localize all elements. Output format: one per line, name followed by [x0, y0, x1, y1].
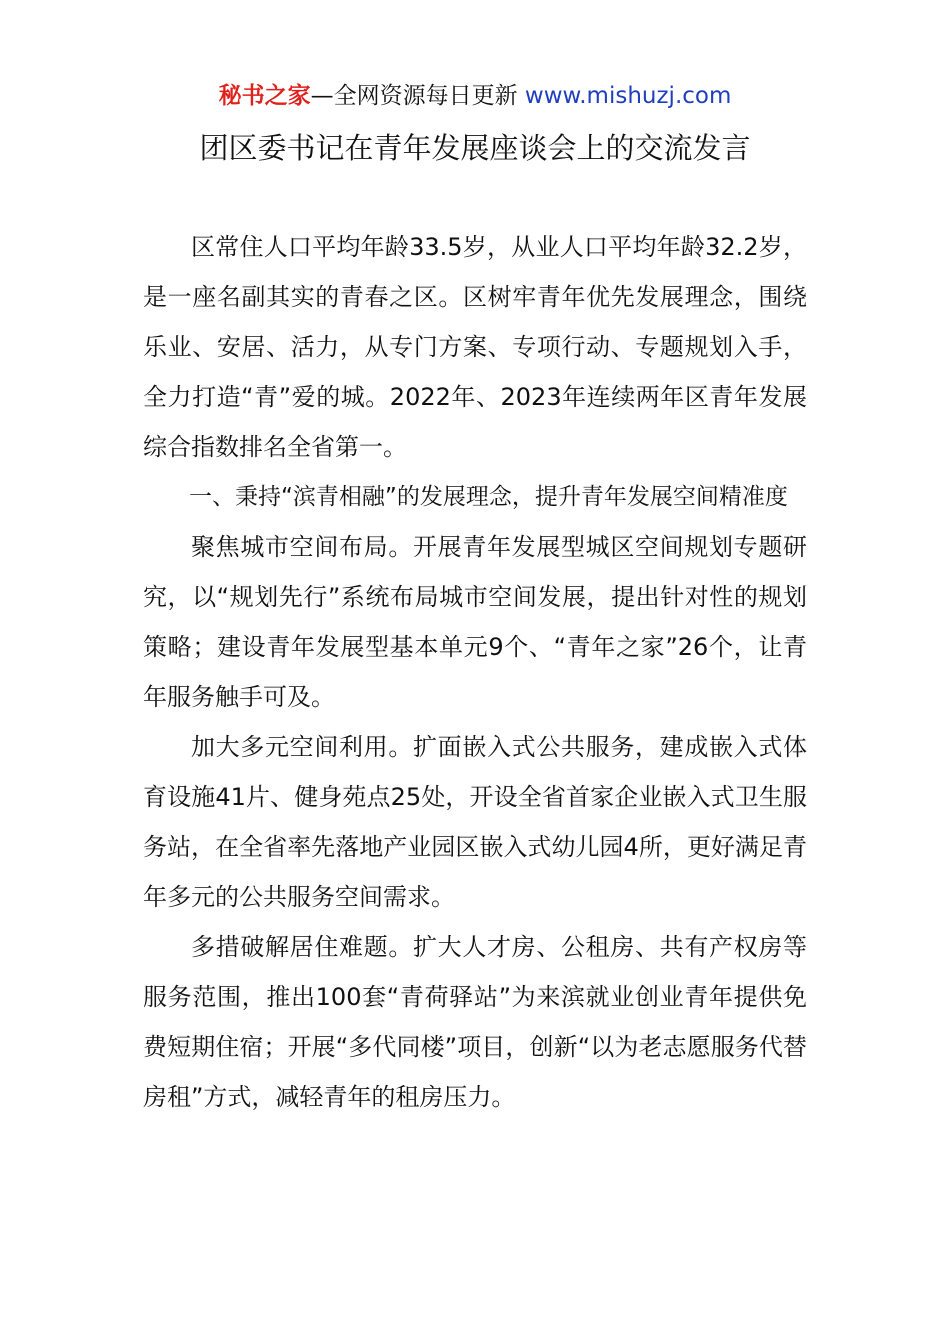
site-url-link[interactable]: www.mishuzj.com	[524, 83, 732, 109]
body-paragraph-intro: 区常住人口平均年龄33.5岁，从业人口平均年龄32.2岁，是一座名副其实的青春之区。区树牢青年优先发展理念，围绕乐业、安居、活力，从专门方案、专项行动、专题规划入手，全力打造“青”爱的城。2022年、2023年连续两年区青年发展综合指数排名全省第一。	[143, 233, 807, 461]
body-paragraph-space-layout: 聚焦城市空间布局。开展青年发展型城区空间规划专题研究，以“规划先行”系统布局城市空间发展，提出针对性的规划策略；建设青年发展型基本单元9个、“青年之家”26个，让青年服务触手可及。	[143, 533, 807, 711]
site-header	[0, 80, 950, 112]
body-paragraph-space-utilization: 加大多元空间利用。扩面嵌入式公共服务，建成嵌入式体育设施41片、健身苑点25处，开设全省首家企业嵌入式卫生服务站，在全省率先落地产业园区嵌入式幼儿园4所，更好满足青年多元的公共服务空间需求。	[143, 733, 807, 911]
section-heading-1: 一、秉持“滨青相融”的发展理念，提升青年发展空间精准度	[189, 484, 788, 510]
document-title: 团区委书记在青年发展座谈会上的交流发言	[199, 131, 751, 165]
document-body	[143, 222, 807, 1122]
site-brand[interactable]: 秘书之家	[218, 83, 311, 109]
site-tagline: —全网资源每日更新	[310, 83, 518, 109]
body-paragraph-housing: 多措破解居住难题。扩大人才房、公租房、共有产权房等服务范围，推出100套“青荷驿站”为来滨就业创业青年提供免费短期住宿；开展“多代同楼”项目，创新“以为老志愿服务代替房租”方式，减轻青年的租房压力。	[143, 933, 807, 1111]
